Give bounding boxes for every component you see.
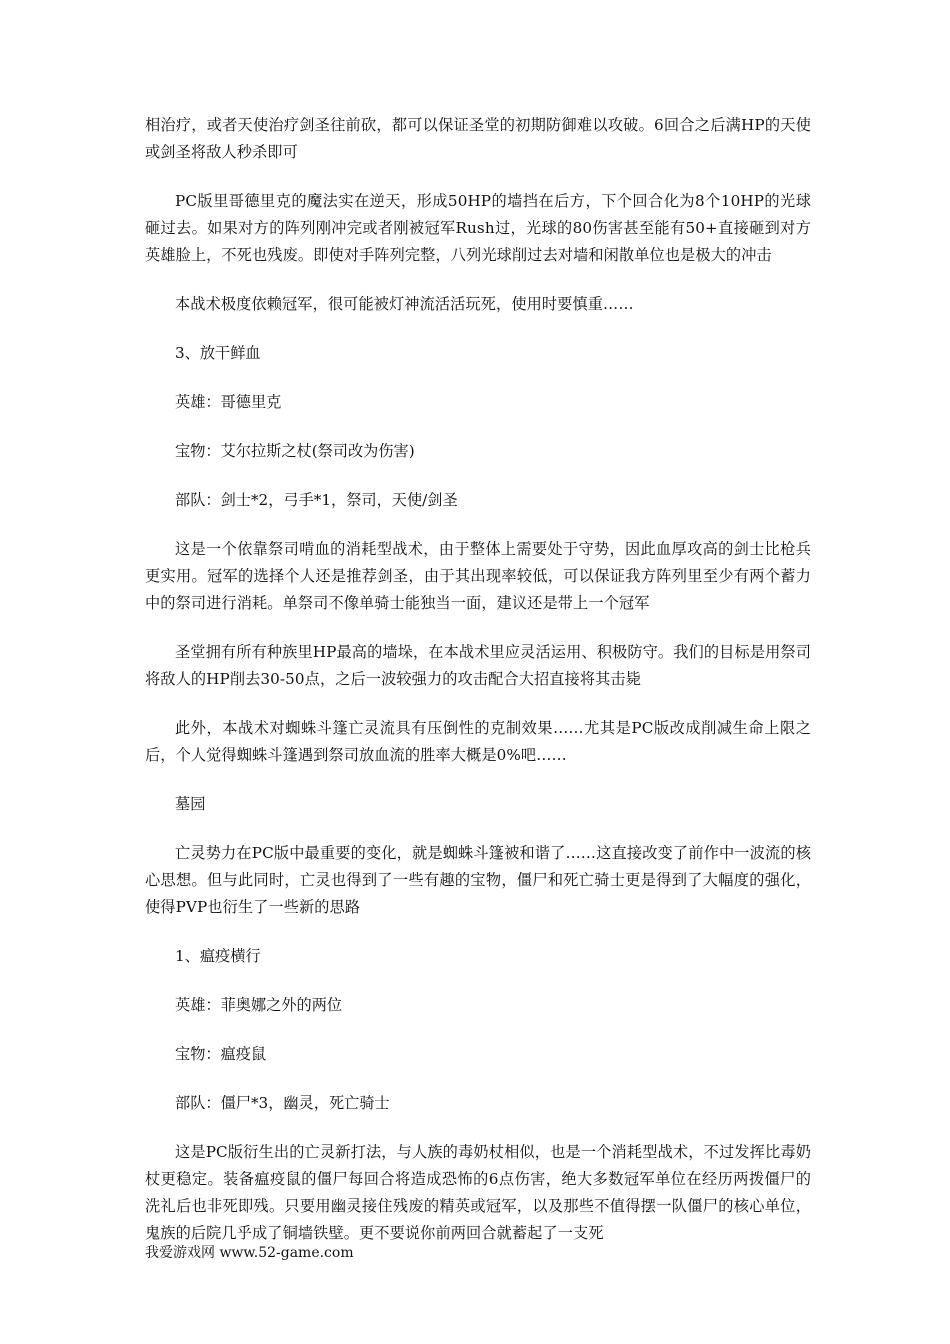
hero-line: 英雄：哥德里克 bbox=[175, 393, 282, 411]
page-footer: 我爱游戏网 www.52-game.com bbox=[145, 1245, 354, 1261]
paragraph: 圣堂拥有所有种族里HP最高的墙垛，在本战术里应灵活运用、积极防守。我们的目标是用祭司将敌人的HP削去30-50点，之后一波较强力的攻击配合大招直接将其击毙 bbox=[145, 643, 811, 688]
paragraph: PC版里哥德里克的魔法实在逆天，形成50HP的墙挡在后方，下个回合化为8个10HP的光球砸过去。如果对方的阵列刚冲完或者刚被冠军Rush过，光球的80伤害甚至能有50+直接砸到对方英雄脸上，不死也残废。即使对手阵列完整，八列光球削过去对墙和闲散单位也是极大的冲击 bbox=[145, 192, 811, 264]
paragraph: 亡灵势力在PC版中最重要的变化，就是蜘蛛斗篷被和谐了……这直接改变了前作中一波流的核心思想。但与此同时，亡灵也得到了一些有趣的宝物，僵尸和死亡骑士更是得到了大幅度的强化，使得PVP也衍生了一些新的思路 bbox=[145, 844, 811, 916]
paragraph: 这是一个依靠祭司啃血的消耗型战术，由于整体上需要处于守势，因此血厚攻高的剑士比枪兵更实用。冠军的选择个人还是推荐剑圣，由于其出现率较低，可以保证我方阵列里至少有两个蓄力中的祭司进行消耗。单祭司不像单骑士能独当一面，建议还是带上一个冠军 bbox=[145, 540, 811, 612]
artifact-line: 宝物：艾尔拉斯之杖(祭司改为伤害) bbox=[175, 442, 415, 460]
section-heading: 3、放干鲜血 bbox=[175, 344, 261, 362]
paragraph: 本战术极度依赖冠军，很可能被灯神流活活玩死，使用时要慎重…… bbox=[175, 295, 634, 313]
hero-line: 英雄：菲奥娜之外的两位 bbox=[175, 996, 343, 1014]
document-body bbox=[145, 112, 811, 1269]
troops-line: 部队：剑士*2，弓手*1，祭司，天使/剑圣 bbox=[175, 491, 458, 509]
section-heading: 1、瘟疫横行 bbox=[175, 947, 261, 965]
paragraph: 此外，本战术对蜘蛛斗篷亡灵流具有压倒性的克制效果……尤其是PC版改成削减生命上限之后，个人觉得蜘蛛斗篷遇到祭司放血流的胜率大概是0%吧…… bbox=[145, 719, 811, 764]
paragraph: 这是PC版衍生出的亡灵新打法，与人族的毒奶杖相似，也是一个消耗型战术，不过发挥比毒奶杖更稳定。装备瘟疫鼠的僵尸每回合将造成恐怖的6点伤害，绝大多数冠军单位在经历两拨僵尸的洗礼后也非死即残。只要用幽灵接住残废的精英或冠军，以及那些不值得摆一队僵尸的核心单位，鬼族的后院几乎成了铜墙铁壁。更不要说你前两回合就蓄起了一支死 bbox=[145, 1143, 811, 1242]
paragraph: 相治疗，或者天使治疗剑圣往前砍，都可以保证圣堂的初期防御难以攻破。6回合之后满HP的天使或剑圣将敌人秒杀即可 bbox=[145, 116, 811, 161]
troops-line: 部队：僵尸*3，幽灵，死亡骑士 bbox=[175, 1094, 390, 1112]
artifact-line: 宝物：瘟疫鼠 bbox=[175, 1045, 267, 1063]
faction-heading: 墓园 bbox=[175, 795, 206, 813]
